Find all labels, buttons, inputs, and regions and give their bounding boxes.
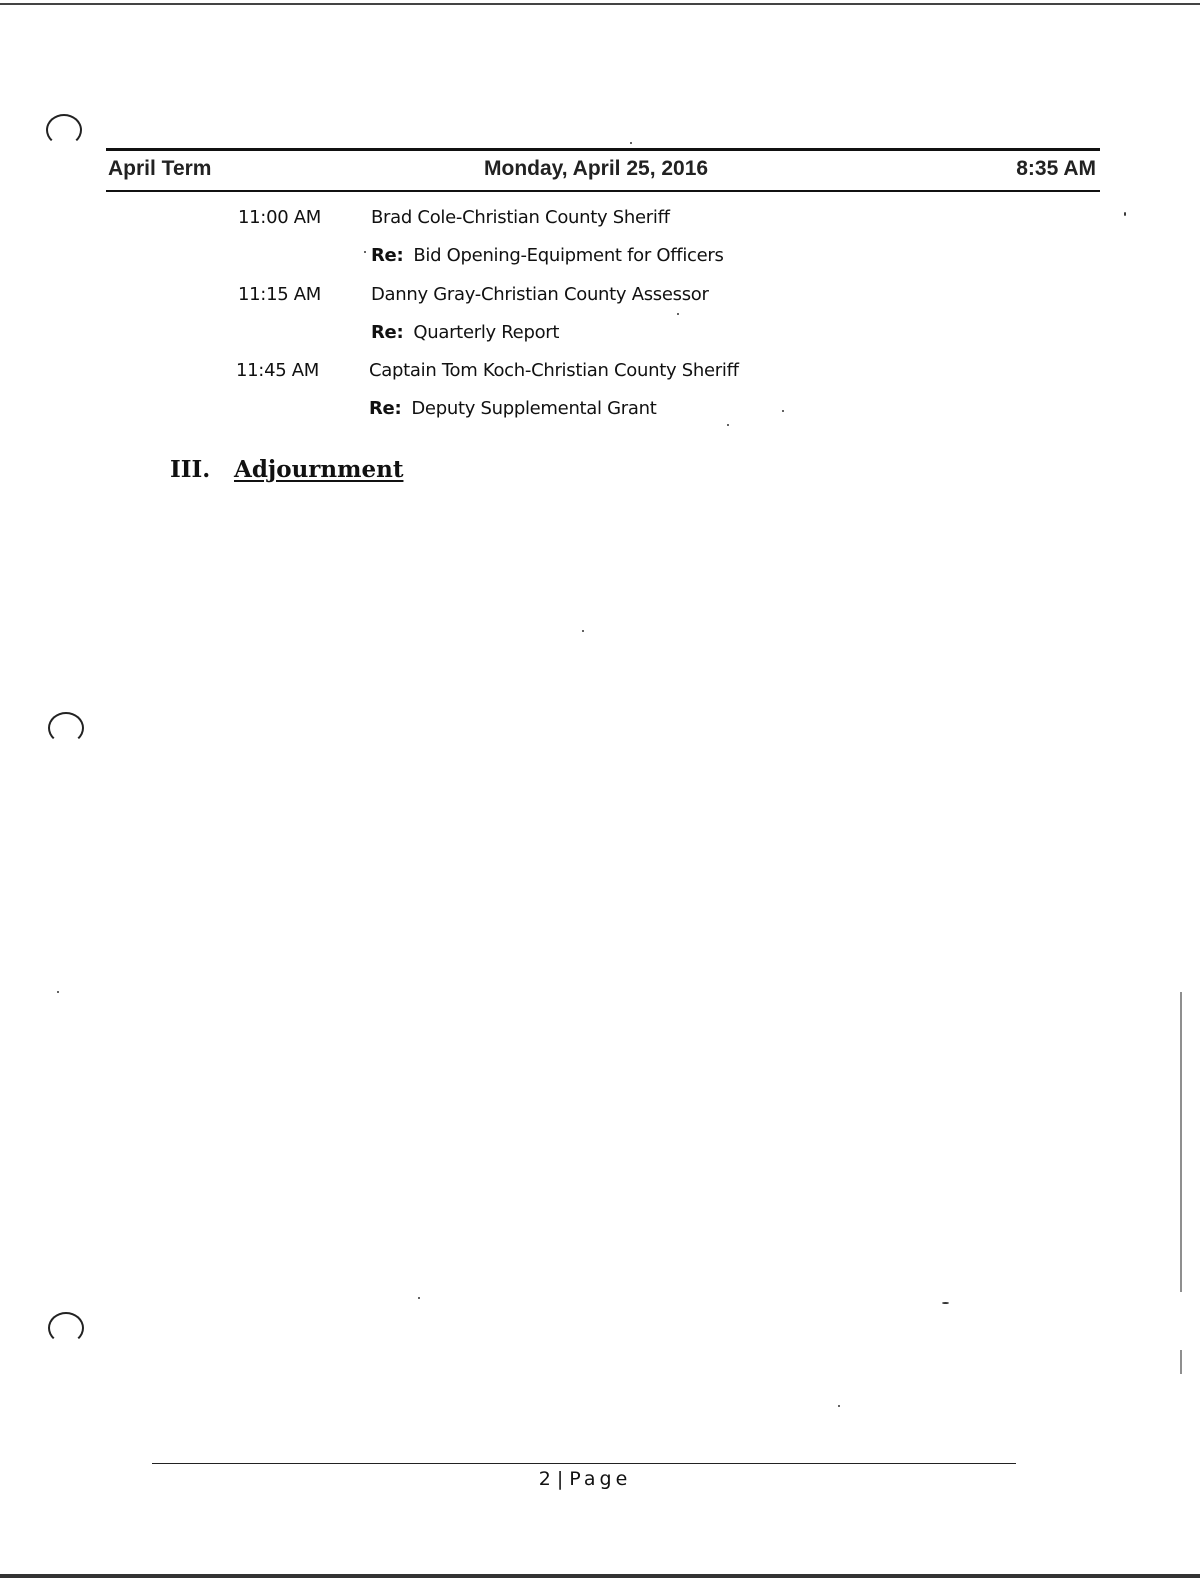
agenda-time: 11:00 AM	[238, 207, 322, 228]
header-date: Monday, April 25, 2016	[484, 157, 709, 180]
scan-speck	[677, 313, 679, 315]
footer-rule	[152, 1463, 1016, 1464]
header-rule-bottom	[106, 190, 1100, 192]
re-text: Deputy Supplemental Grant	[411, 398, 657, 419]
header-rule-top	[106, 148, 1100, 151]
scan-speck	[582, 630, 584, 632]
agenda-regarding	[371, 322, 559, 343]
scan-edge-mark	[1180, 1350, 1182, 1374]
re-text: Quarterly Report	[413, 322, 560, 343]
scan-speck	[630, 142, 632, 144]
header-term: April Term	[108, 157, 212, 180]
punch-hole-icon	[46, 114, 82, 146]
scan-speck	[1124, 212, 1126, 216]
scan-speck	[418, 1297, 420, 1299]
agenda-time: 11:45 AM	[236, 360, 320, 381]
re-label: Re:	[371, 245, 404, 266]
scan-speck	[782, 410, 784, 412]
agenda-regarding	[371, 245, 724, 266]
scan-speck	[942, 1302, 949, 1304]
agenda-presenter: Brad Cole-Christian County Sheriff	[371, 207, 670, 228]
page-number: 2	[538, 1468, 551, 1490]
scan-speck	[364, 251, 366, 253]
scan-speck	[838, 1405, 840, 1407]
scan-edge-mark	[1180, 992, 1182, 1292]
page-separator: |	[556, 1468, 564, 1490]
agenda-presenter: Danny Gray-Christian County Assessor	[371, 284, 709, 305]
agenda-regarding	[369, 398, 657, 419]
section-number: III.	[170, 456, 211, 483]
page-word: Page	[569, 1468, 632, 1490]
punch-hole-icon	[48, 712, 84, 744]
agenda-presenter: Captain Tom Koch-Christian County Sheriff	[369, 360, 739, 381]
scan-edge-top	[0, 3, 1200, 5]
header-time: 8:35 AM	[1016, 157, 1096, 180]
scan-speck	[727, 424, 729, 426]
re-label: Re:	[369, 398, 402, 419]
scan-edge-bottom	[0, 1574, 1200, 1578]
agenda-time: 11:15 AM	[238, 284, 322, 305]
re-text: Bid Opening-Equipment for Officers	[413, 245, 724, 266]
re-label: Re:	[371, 322, 404, 343]
page-footer	[0, 1468, 1170, 1490]
scan-speck	[57, 991, 59, 993]
section-title: Adjournment	[234, 456, 404, 483]
punch-hole-icon	[48, 1312, 84, 1344]
